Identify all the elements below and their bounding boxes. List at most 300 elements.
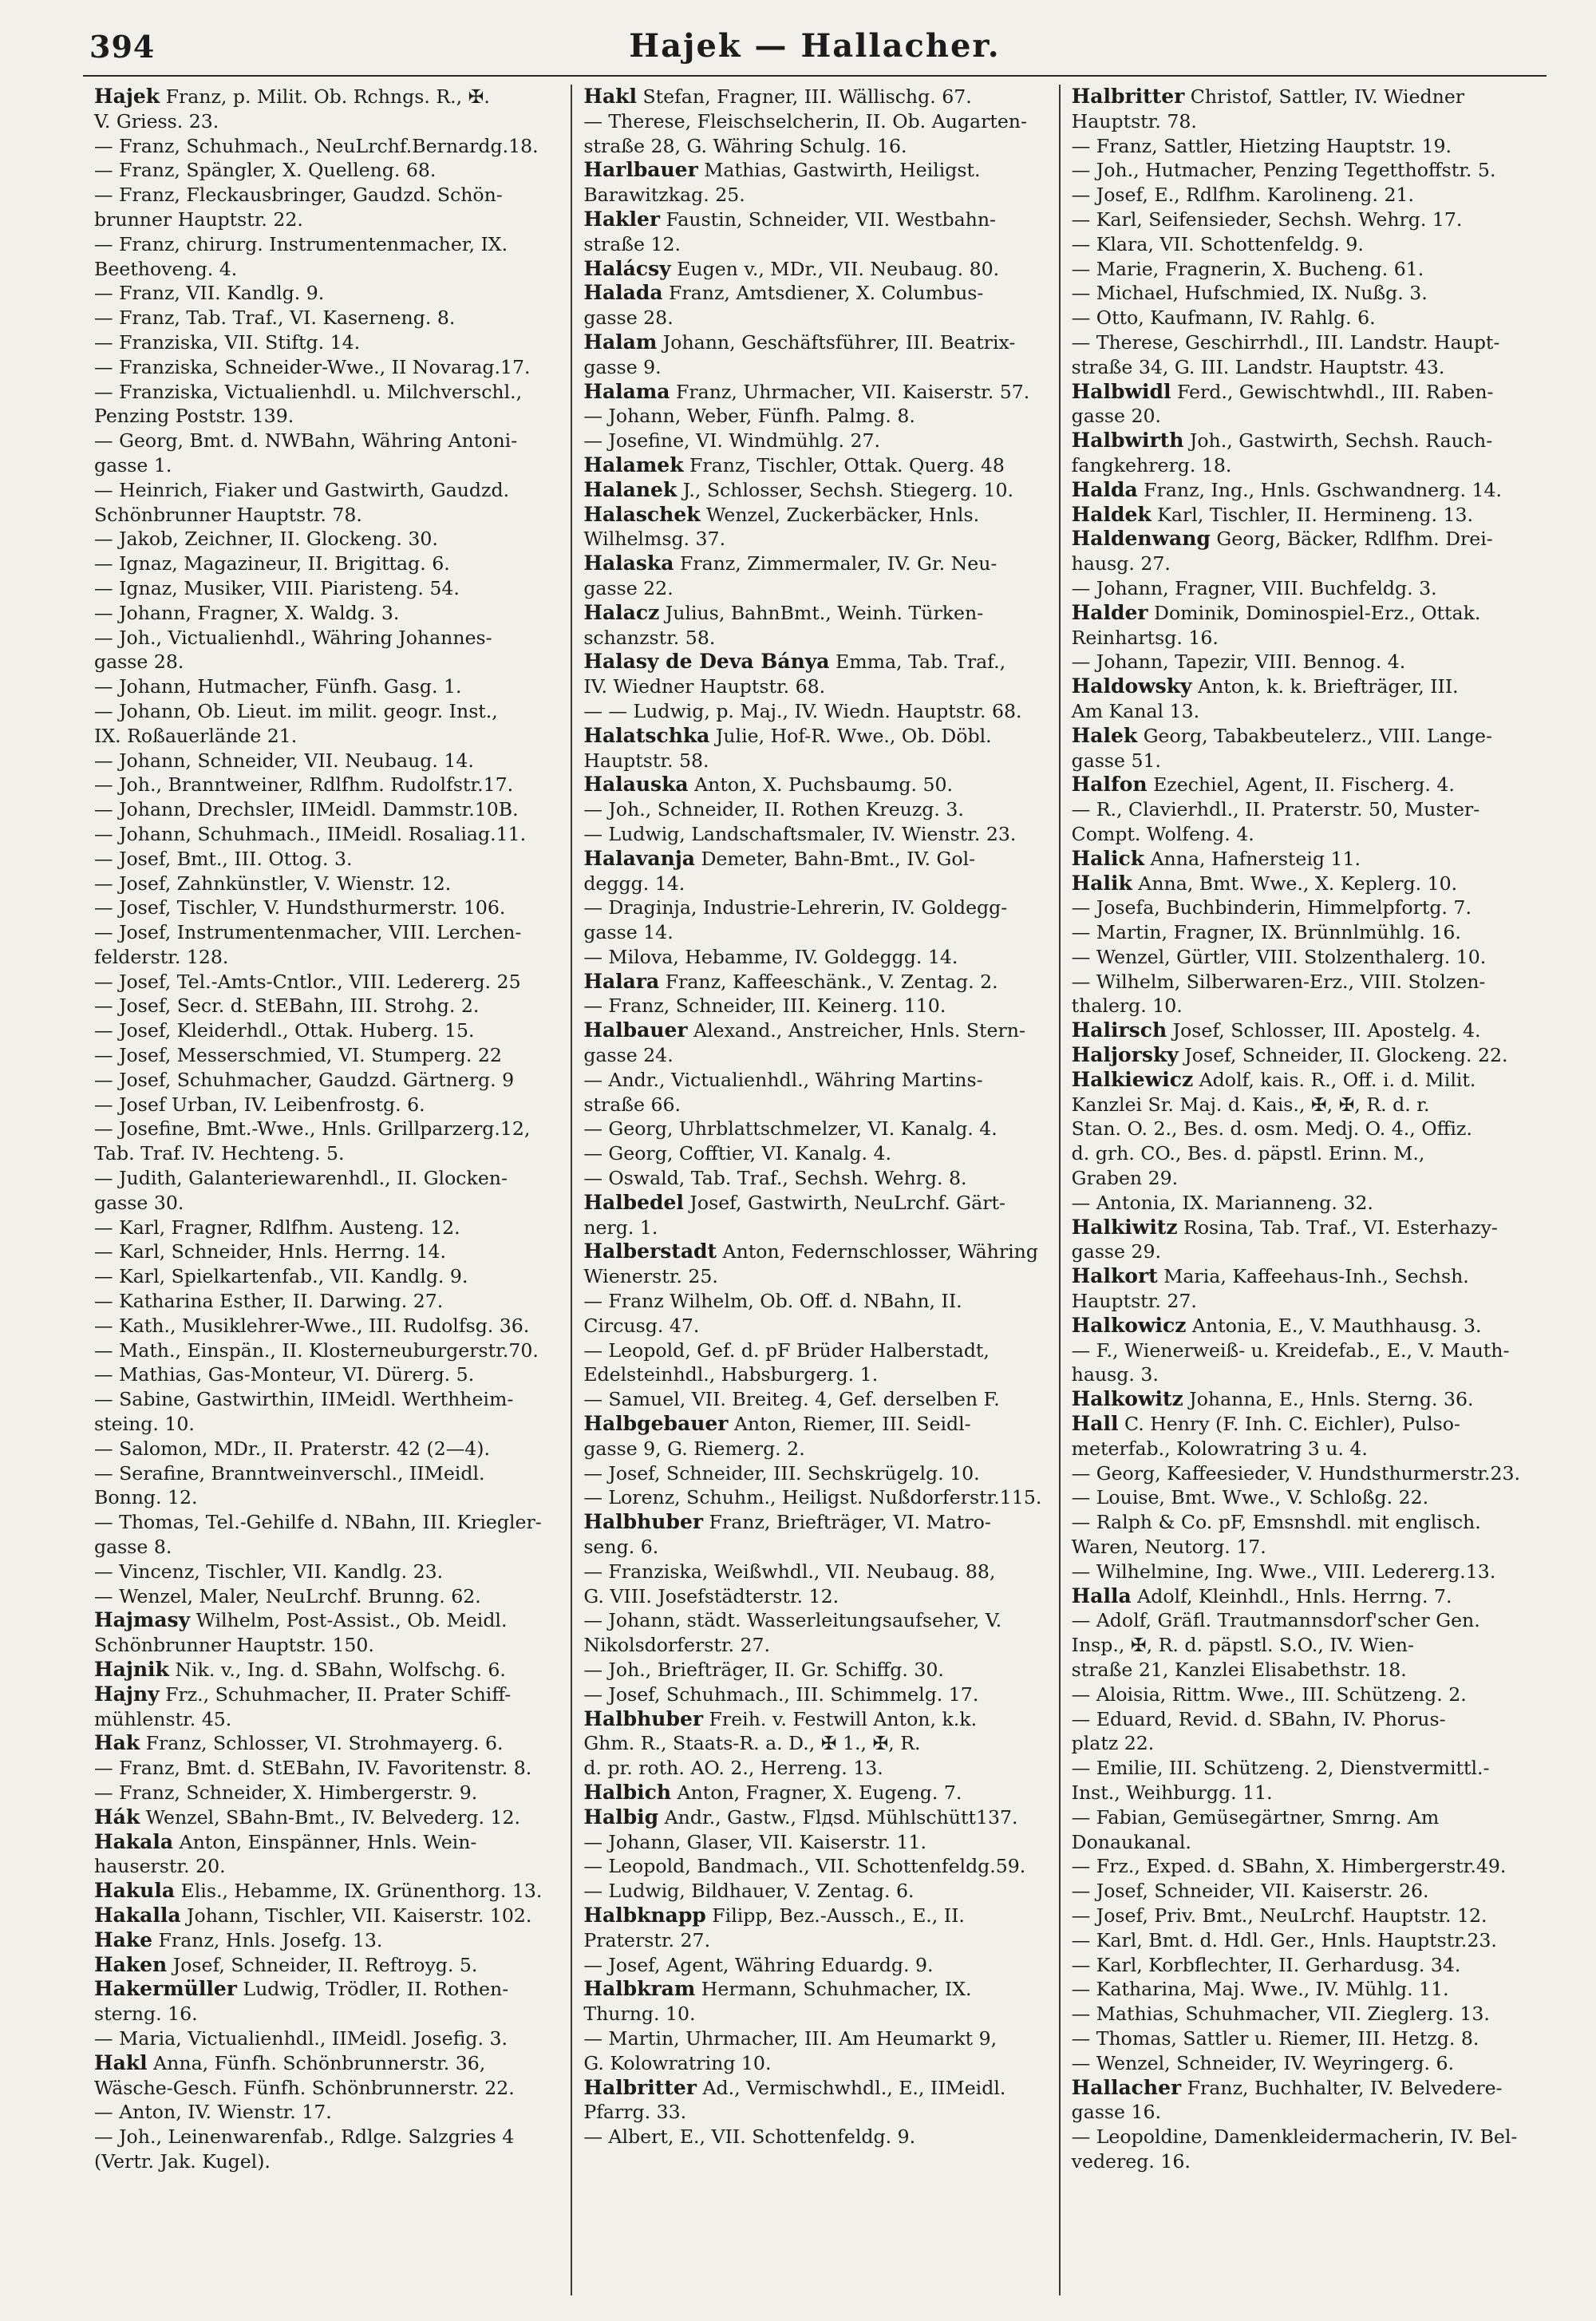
entry-text: Franz, Uhrmacher, VII. Kaiserstr. 57. [670,380,1030,403]
entry-text: Inst., Weihburgg. 11. [1071,1781,1273,1804]
directory-line [583,1707,1047,1732]
directory-line [583,158,1047,183]
directory-line [94,1387,559,1412]
entry-text: schanzstr. 58. [583,626,716,649]
entry-text: Franz, Briefträger, VI. Matro- [703,1511,991,1534]
directory-line [583,232,1047,257]
directory-line [94,453,559,478]
directory-line [583,1510,1047,1535]
entry-surname: Halek [1071,723,1138,747]
directory-line [94,1093,559,1117]
directory-line [94,257,559,282]
entry-text: — Draginja, Industrie-Lehrerin, IV. Goldegg- [583,896,1008,919]
entry-text: — Johann, Fragner, VIII. Buchfeldg. 3. [1071,576,1437,599]
directory-line [1072,1682,1535,1707]
directory-line [583,2076,1047,2101]
entry-surname: Hakala [94,1829,174,1853]
directory-line [1072,1338,1535,1363]
entry-text: Johann, Geschäftsführer, III. Beatrix- [657,330,1016,354]
directory-line [583,773,1047,797]
entry-surname: Hakl [583,85,637,108]
directory-line [94,183,559,208]
entry-text: Anna, Fünfh. Schönbrunnerstr. 36, [147,2051,486,2074]
directory-line [94,1953,559,1978]
entry-text: J., Schlosser, Sechsh. Stiegerg. 10. [677,478,1014,501]
directory-line [1072,847,1535,872]
directory-line [1072,453,1535,478]
directory-line [583,1362,1047,1387]
entry-text: — Josef, Schuhmach., III. Schimmelg. 17. [583,1682,979,1706]
entry-text: Adolf, kais. R., Off. i. d. Milit. [1193,1068,1476,1091]
directory-line [1072,158,1535,183]
entry-surname: Hakler [583,207,661,231]
entry-surname: Hajny [94,1682,160,1706]
entry-text: Anton, Riemer, III. Seidl- [728,1413,971,1436]
entry-text: Anton, k. k. Briefträger, III. [1191,675,1459,698]
entry-text: felderstr. 128. [94,945,229,968]
directory-line [583,1560,1047,1584]
directory-line [1072,183,1535,208]
entry-text: Praterstr. 27. [583,1928,711,1951]
entry-text: — Georg, Uhrblattschmelzer, VI. Kanalg. 4. [583,1117,998,1141]
directory-line [583,994,1047,1018]
entry-text: — Franziska, Victualienhdl. u. Milchverschl., [94,380,523,403]
directory-line [1072,1289,1535,1314]
directory-line [94,2125,559,2149]
entry-text: — Franz, Schuhmach., NeuLrchf.Bernardg.18. [94,134,539,157]
directory-line [94,1977,559,2002]
entry-text: — Jakob, Zeichner, II. Glockeng. 30. [94,528,438,551]
directory-line [583,1018,1047,1043]
entry-surname: Halick [1071,846,1145,870]
entry-text: — Therese, Fleischselcherin, II. Ob. Augarten- [583,109,1027,132]
directory-line [583,1854,1047,1879]
entry-text: Mathias, Gastwirth, Heiligst. [697,159,981,182]
directory-line [1072,1216,1535,1240]
entry-surname: Hakula [94,1879,176,1903]
entry-text: — Michael, Hufschmied, IX. Nußg. 3. [1071,282,1428,305]
entry-text: — Andr., Victualienhdl., Währing Martins- [583,1068,983,1091]
entry-text: Penzing Poststr. 139. [94,405,294,428]
entry-text: Wilhelmsg. 37. [583,528,726,551]
entry-text: Franz, p. Milit. Ob. Rchngs. R., ✠. [160,85,490,108]
entry-text: steing. 10. [94,1413,195,1436]
directory-line [1072,1314,1535,1338]
directory-line [583,1437,1047,1461]
directory-line [94,1117,559,1141]
directory-line [1072,994,1535,1018]
entry-text: Alexand., Anstreicher, Hnls. Stern- [687,1019,1025,1042]
directory-line [1072,773,1535,797]
directory-line [583,1412,1047,1437]
directory-line [583,2051,1047,2076]
entry-text: gasse 22. [583,576,674,599]
entry-text: — Johann, Glaser, VII. Kaiserstr. 11. [583,1830,927,1853]
directory-line [583,601,1047,626]
entry-text: — Martin, Uhrmacher, III. Am Heumarkt 9, [583,2026,998,2050]
entry-text: straße 34, G. III. Landstr. Hauptstr. 43. [1071,355,1445,378]
directory-line [1072,1904,1535,1928]
entry-text: — Mathias, Gas-Monteur, VI. Dürerg. 5. [94,1363,475,1386]
directory-line [583,1805,1047,1830]
entry-text: — Johann, Fragner, X. Waldg. 3. [94,601,400,624]
directory-line [583,1093,1047,1117]
entry-text: — Josef, Secr. d. StEBahn, III. Strohg. 2. [94,994,480,1018]
entry-text: Karl, Tischler, II. Hermineng. 13. [1151,503,1474,526]
directory-line [583,1141,1047,1166]
entry-text: G. Kolowratring 10. [583,2051,772,2074]
entry-text: gasse 1. [94,453,172,476]
directory-line [94,380,559,405]
directory-line [583,1043,1047,1068]
entry-text: Barawitzkag. 25. [583,184,745,207]
directory-line [94,797,559,822]
entry-text: — Joh., Briefträger, II. Gr. Schiffg. 30. [583,1659,944,1681]
directory-line [94,1805,559,1830]
entry-text: Filipp, Bez.-Aussch., E., II. [705,1904,965,1927]
entry-text: — Franz, Fleckausbringer, Gaudzd. Schön- [94,184,503,207]
directory-line [94,330,559,355]
directory-line [94,847,559,872]
entry-text: — Josef, Bmt., III. Ottog. 3. [94,847,353,870]
entry-text: Wäsche-Gesch. Fünfh. Schönbrunnerstr. 22. [94,2076,515,2099]
entry-text: — Joh., Branntweiner, Rdlfhm. Rudolfstr.17. [94,773,514,797]
entry-text: — Katharina, Maj. Wwe., IV. Mühlg. 11. [1071,1978,1449,2001]
entry-text: gasse 51. [1071,749,1162,772]
entry-surname: Halbgebauer [583,1412,729,1436]
entry-surname: Halkiwitz [1071,1215,1178,1239]
entry-text: — Josefa, Buchbinderin, Himmelpfortg. 7. [1071,896,1472,919]
entry-text: Adolf, Kleinhdl., Hnls. Herrng. 7. [1131,1584,1452,1607]
entry-text: Am Kanal 13. [1071,699,1200,722]
entry-text: — Josef, Agent, Währing Eduardg. 9. [583,1953,934,1976]
entry-text: — Wilhelmine, Ing. Wwe., VIII. Ledererg.13. [1071,1560,1496,1583]
directory-line [94,1412,559,1437]
entry-text: Franz, Kaffeeschänk., V. Zentag. 2. [659,970,998,993]
entry-text: — Georg, Bmt. d. NWBahn, Währing Antoni- [94,429,518,453]
entry-surname: Harlbauer [583,158,698,182]
entry-text: — Math., Einspän., II. Klosterneuburgerstr.70. [94,1338,539,1362]
entry-surname: Halavanja [583,846,695,870]
entry-text: Antonia, E., V. Mauthhausg. 3. [1186,1314,1482,1337]
directory-line [1072,920,1535,945]
entry-text: Hauptstr. 58. [583,749,709,772]
directory-line [94,2076,559,2101]
entry-text: Eugen v., MDr., VII. Neubaug. 80. [670,257,1000,280]
directory-line [583,1756,1047,1781]
entry-text: hausg. 27. [1071,552,1171,575]
entry-text: — Wenzel, Maler, NeuLrchf. Brunng. 62. [94,1584,481,1607]
directory-line [94,1535,559,1560]
directory-line [583,847,1047,872]
directory-line [583,576,1047,601]
entry-surname: Halik [1071,871,1132,895]
entry-text: C. Henry (F. Inh. C. Eichler), Pulso- [1118,1413,1460,1436]
entry-surname: Halbhuber [583,1706,704,1730]
entry-text: — Leopold, Gef. d. pF Brüder Halberstadt, [583,1338,990,1362]
entry-surname: Halam [583,330,658,354]
directory-line [1072,822,1535,847]
entry-surname: Halla [1071,1584,1132,1607]
entry-surname: Halacz [583,600,660,624]
entry-text: — Josef, Messerschmied, VI. Stumperg. 22 [94,1044,502,1067]
entry-text: — F., Wienerweiß- u. Kreidefab., E., V. Mauth- [1071,1338,1510,1362]
directory-line [1072,1117,1535,1141]
directory-line [1072,1781,1535,1805]
directory-line [583,1658,1047,1682]
directory-line [583,404,1047,429]
entry-text: IX. Roßauerlände 21. [94,724,298,747]
directory-line [583,380,1047,405]
entry-text: — Joh., Hutmacher, Penzing Tegetthoffstr. 5. [1071,159,1496,182]
entry-text: Ghm. R., Staats-R. a. D., ✠ 1., ✠, R. [583,1732,921,1755]
entry-text: straße 21, Kanzlei Elisabethstr. 18. [1071,1659,1407,1681]
directory-line [1072,2125,1535,2149]
directory-line [94,773,559,797]
entry-text: Ludwig, Trödler, II. Rothen- [236,1978,509,2001]
entry-surname: Halkowicz [1071,1313,1187,1337]
directory-line [94,724,559,749]
directory-line [583,1682,1047,1707]
entry-text: Pfarrg. 33. [583,2101,687,2124]
entry-text: gasse 9, G. Riemerg. 2. [583,1437,805,1460]
directory-line [1072,1191,1535,1216]
directory-line [94,1510,559,1535]
entry-surname: Halamek [583,453,684,476]
entry-text: sterng. 16. [94,2003,198,2026]
entry-text: Stefan, Fragner, III. Wällischg. 67. [636,85,972,108]
directory-line [94,1633,559,1658]
directory-line [94,749,559,773]
entry-surname: Halbwirth [1071,429,1184,453]
directory-line [583,920,1047,945]
directory-line [94,1240,559,1264]
directory-line [1072,134,1535,159]
entry-text: hauserstr. 20. [94,1855,226,1878]
entry-text: — Franz, VII. Kandlg. 9. [94,282,325,305]
directory-line [94,2051,559,2076]
directory-line [1072,1953,1535,1978]
entry-text: Ad., Vermischwhdl., E., IIMeidl. [696,2076,1006,2099]
entry-text: Georg, Tabakbeutelerz., VIII. Lange- [1137,724,1492,747]
directory-line [94,1879,559,1904]
directory-line [583,306,1047,330]
column-middle [571,85,1058,2295]
entry-text: — Lorenz, Schuhm., Heiligst. Nußdorferstr.115. [583,1486,1042,1509]
entry-text: — Leopoldine, Damenkleidermacherin, IV. Bel- [1071,2125,1518,2149]
directory-line [1072,1608,1535,1633]
directory-line [583,1068,1047,1093]
entry-text: — Wilhelm, Silberwaren-Erz., VIII. Stolzen- [1071,970,1486,993]
entry-text: — Franz, chirurg. Instrumentenmacher, IX. [94,232,508,255]
directory-line [94,1191,559,1216]
entry-text: gasse 14. [583,921,674,944]
entry-text: — Louise, Bmt. Wwe., V. Schloßg. 22. [1071,1486,1429,1509]
entry-surname: Halatschka [583,723,710,747]
entry-text: — Joh., Victualienhdl., Währing Johannes- [94,626,492,649]
directory-line [1072,2076,1535,2101]
running-head [83,24,1547,77]
directory-line [1072,478,1535,503]
entry-surname: Halkiewicz [1071,1067,1194,1091]
directory-line [583,478,1047,503]
entry-surname: Halanek [583,477,678,501]
directory-line [1072,1756,1535,1781]
entry-surname: Halara [583,969,660,993]
entry-text: — Karl, Bmt. d. Hdl. Ger., Hnls. Hauptstr.23. [1071,1928,1497,1951]
entry-text: d. pr. roth. AO. 2., Herreng. 13. [583,1757,883,1780]
directory-line [94,970,559,994]
entry-text: — Ludwig, Landschaftsmaler, IV. Wienstr. 23. [583,822,1017,845]
directory-line [1072,404,1535,429]
entry-text: — — Ludwig, p. Maj., IV. Wiedn. Hauptstr. 68. [583,699,1022,722]
directory-line [583,2125,1047,2149]
directory-line [1072,1068,1535,1093]
page-number: 394 [89,29,156,65]
entry-text: — Katharina Esther, II. Darwing. 27. [94,1290,444,1313]
directory-line [1072,2051,1535,2076]
directory-columns [83,85,1547,2295]
directory-line [583,1731,1047,1756]
directory-line [94,1166,559,1191]
directory-line [1072,1240,1535,1264]
directory-line [94,158,559,183]
directory-line [583,1977,1047,2002]
directory-line [1072,699,1535,724]
entry-text: — Antonia, IX. Marianneng. 32. [1071,1191,1373,1214]
entry-text: Freih. v. Festwill Anton, k.k. [703,1707,978,1730]
directory-line [583,1953,1047,1978]
directory-line [583,1240,1047,1264]
directory-line [94,1560,559,1584]
directory-line [1072,1535,1535,1560]
directory-line [583,355,1047,380]
entry-text: — Anton, IV. Wienstr. 17. [94,2101,332,2124]
entry-text: fangkehrerg. 18. [1071,453,1232,476]
entry-text: Hauptstr. 78. [1071,109,1197,132]
directory-line [583,650,1047,674]
entry-text: — Josef, Priv. Bmt., NeuLrchf. Hauptstr. 12. [1071,1904,1487,1927]
directory-line [1072,945,1535,970]
entry-text: Nik. v., Ing. d. SBahn, Wolfschg. 6. [168,1659,506,1681]
entry-text: Tab. Traf. IV. Hechteng. 5. [94,1142,345,1165]
entry-text: Thurng. 10. [583,2003,696,2026]
entry-surname: Hajnik [94,1658,169,1681]
entry-surname: Hajmasy [94,1608,191,1632]
entry-surname: Halbich [583,1780,672,1804]
entry-text: — Milova, Hebamme, IV. Goldeggg. 14. [583,945,958,968]
directory-line [583,674,1047,699]
directory-line [94,1461,559,1486]
entry-text: — Franz, Spängler, X. Quelleng. 68. [94,159,437,182]
directory-line [583,1608,1047,1633]
directory-line [94,1362,559,1387]
entry-surname: Halácsy [583,256,671,280]
directory-line [94,355,559,380]
entry-text: — Ignaz, Musiker, VIII. Piaristeng. 54. [94,576,460,599]
directory-line [94,1068,559,1093]
entry-text: Franz, Tischler, Ottak. Querg. 48 [683,453,1005,476]
directory-line [583,749,1047,773]
directory-line [583,85,1047,109]
entry-text: brunner Hauptstr. 22. [94,208,303,231]
entry-surname: Hajek [94,85,160,108]
directory-line [94,822,559,847]
entry-text: Anna, Bmt. Wwe., X. Keplerg. 10. [1132,872,1458,895]
directory-line [1072,109,1535,134]
directory-line [583,330,1047,355]
entry-text: — Joh., Schneider, II. Rothen Kreuzg. 3. [583,798,964,821]
entry-surname: Halda [1071,477,1138,501]
entry-text: — Maria, Victualienhdl., IIMeidl. Josefig. 3. [94,2026,508,2050]
entry-text: — Karl, Seifensieder, Sechsh. Wehrg. 17. [1071,208,1463,231]
entry-text: — Josef, Tel.-Amts-Cntlor., VIII. Ledererg. 25 [94,970,521,993]
directory-line [583,208,1047,232]
directory-line [1072,2002,1535,2026]
directory-line [583,1216,1047,1240]
entry-text: Anton, Fragner, X. Eugeng. 7. [671,1781,962,1804]
directory-line [1072,576,1535,601]
entry-text: — Josef, Tischler, V. Hundsthurmerstr. 106. [94,896,506,919]
entry-surname: Halbknapp [583,1903,706,1927]
entry-text: — Oswald, Tab. Traf., Sechsh. Wehrg. 8. [583,1167,967,1190]
directory-line [1072,749,1535,773]
directory-line [94,576,559,601]
entry-text: Julie, Hof-R. Wwe., Ob. Döbl. [709,724,992,747]
directory-line [1072,1412,1535,1437]
directory-line [583,1928,1047,1953]
entry-text: — Georg, Cofftier, VI. Kanalg. 4. [583,1142,891,1165]
directory-line [583,872,1047,896]
directory-line [1072,1928,1535,1953]
directory-line [1072,872,1535,896]
directory-line [583,552,1047,576]
entry-text: Compt. Wolfeng. 4. [1071,822,1254,845]
entry-surname: Hake [94,1928,153,1951]
directory-line [94,945,559,970]
directory-line [94,994,559,1018]
directory-line [94,404,559,429]
entry-text: Edelsteinhdl., Habsburgerg. 1. [583,1363,879,1386]
entry-text: — Sabine, Gastwirthin, IIMeidl. Werthheim- [94,1388,514,1411]
entry-text: — Therese, Geschirrhdl., III. Landstr. Haupt- [1071,330,1500,354]
directory-line [94,1658,559,1682]
directory-line [583,1535,1047,1560]
entry-text: — Johann, Ob. Lieut. im milit. geogr. Inst., [94,699,498,722]
entry-text: Franz, Ing., Hnls. Gschwandnerg. 14. [1137,478,1503,501]
entry-text: — Karl, Fragner, Rdlfhm. Austeng. 12. [94,1216,460,1239]
entry-surname: Hakl [94,2050,148,2074]
directory-line [94,1018,559,1043]
directory-line [94,2026,559,2051]
entry-text: — Josef Urban, IV. Leibenfrostg. 6. [94,1093,425,1116]
entry-text: Franz, Amtsdiener, X. Columbus- [662,282,984,305]
directory-line [94,699,559,724]
directory-line [1072,85,1535,109]
entry-text: deggg. 14. [583,872,685,895]
directory-line [1072,626,1535,650]
directory-line [94,1437,559,1461]
entry-text: — Johann, städt. Wasserleitungsaufseher, V. [583,1609,1002,1632]
entry-text: Franz, Buchhalter, IV. Belvedere- [1181,2076,1503,2099]
entry-text: Insp., ✠, R. d. päpstl. S.O., IV. Wien- [1071,1634,1414,1657]
directory-line [1072,1658,1535,1682]
entry-text: IV. Wiedner Hauptstr. 68. [583,675,826,698]
directory-line [94,1707,559,1732]
entry-text: — Aloisia, Rittm. Wwe., III. Schützeng. 2. [1071,1682,1467,1706]
entry-text: — Josef, E., Rdlfhm. Karolineng. 21. [1071,184,1415,207]
directory-line [94,1584,559,1609]
